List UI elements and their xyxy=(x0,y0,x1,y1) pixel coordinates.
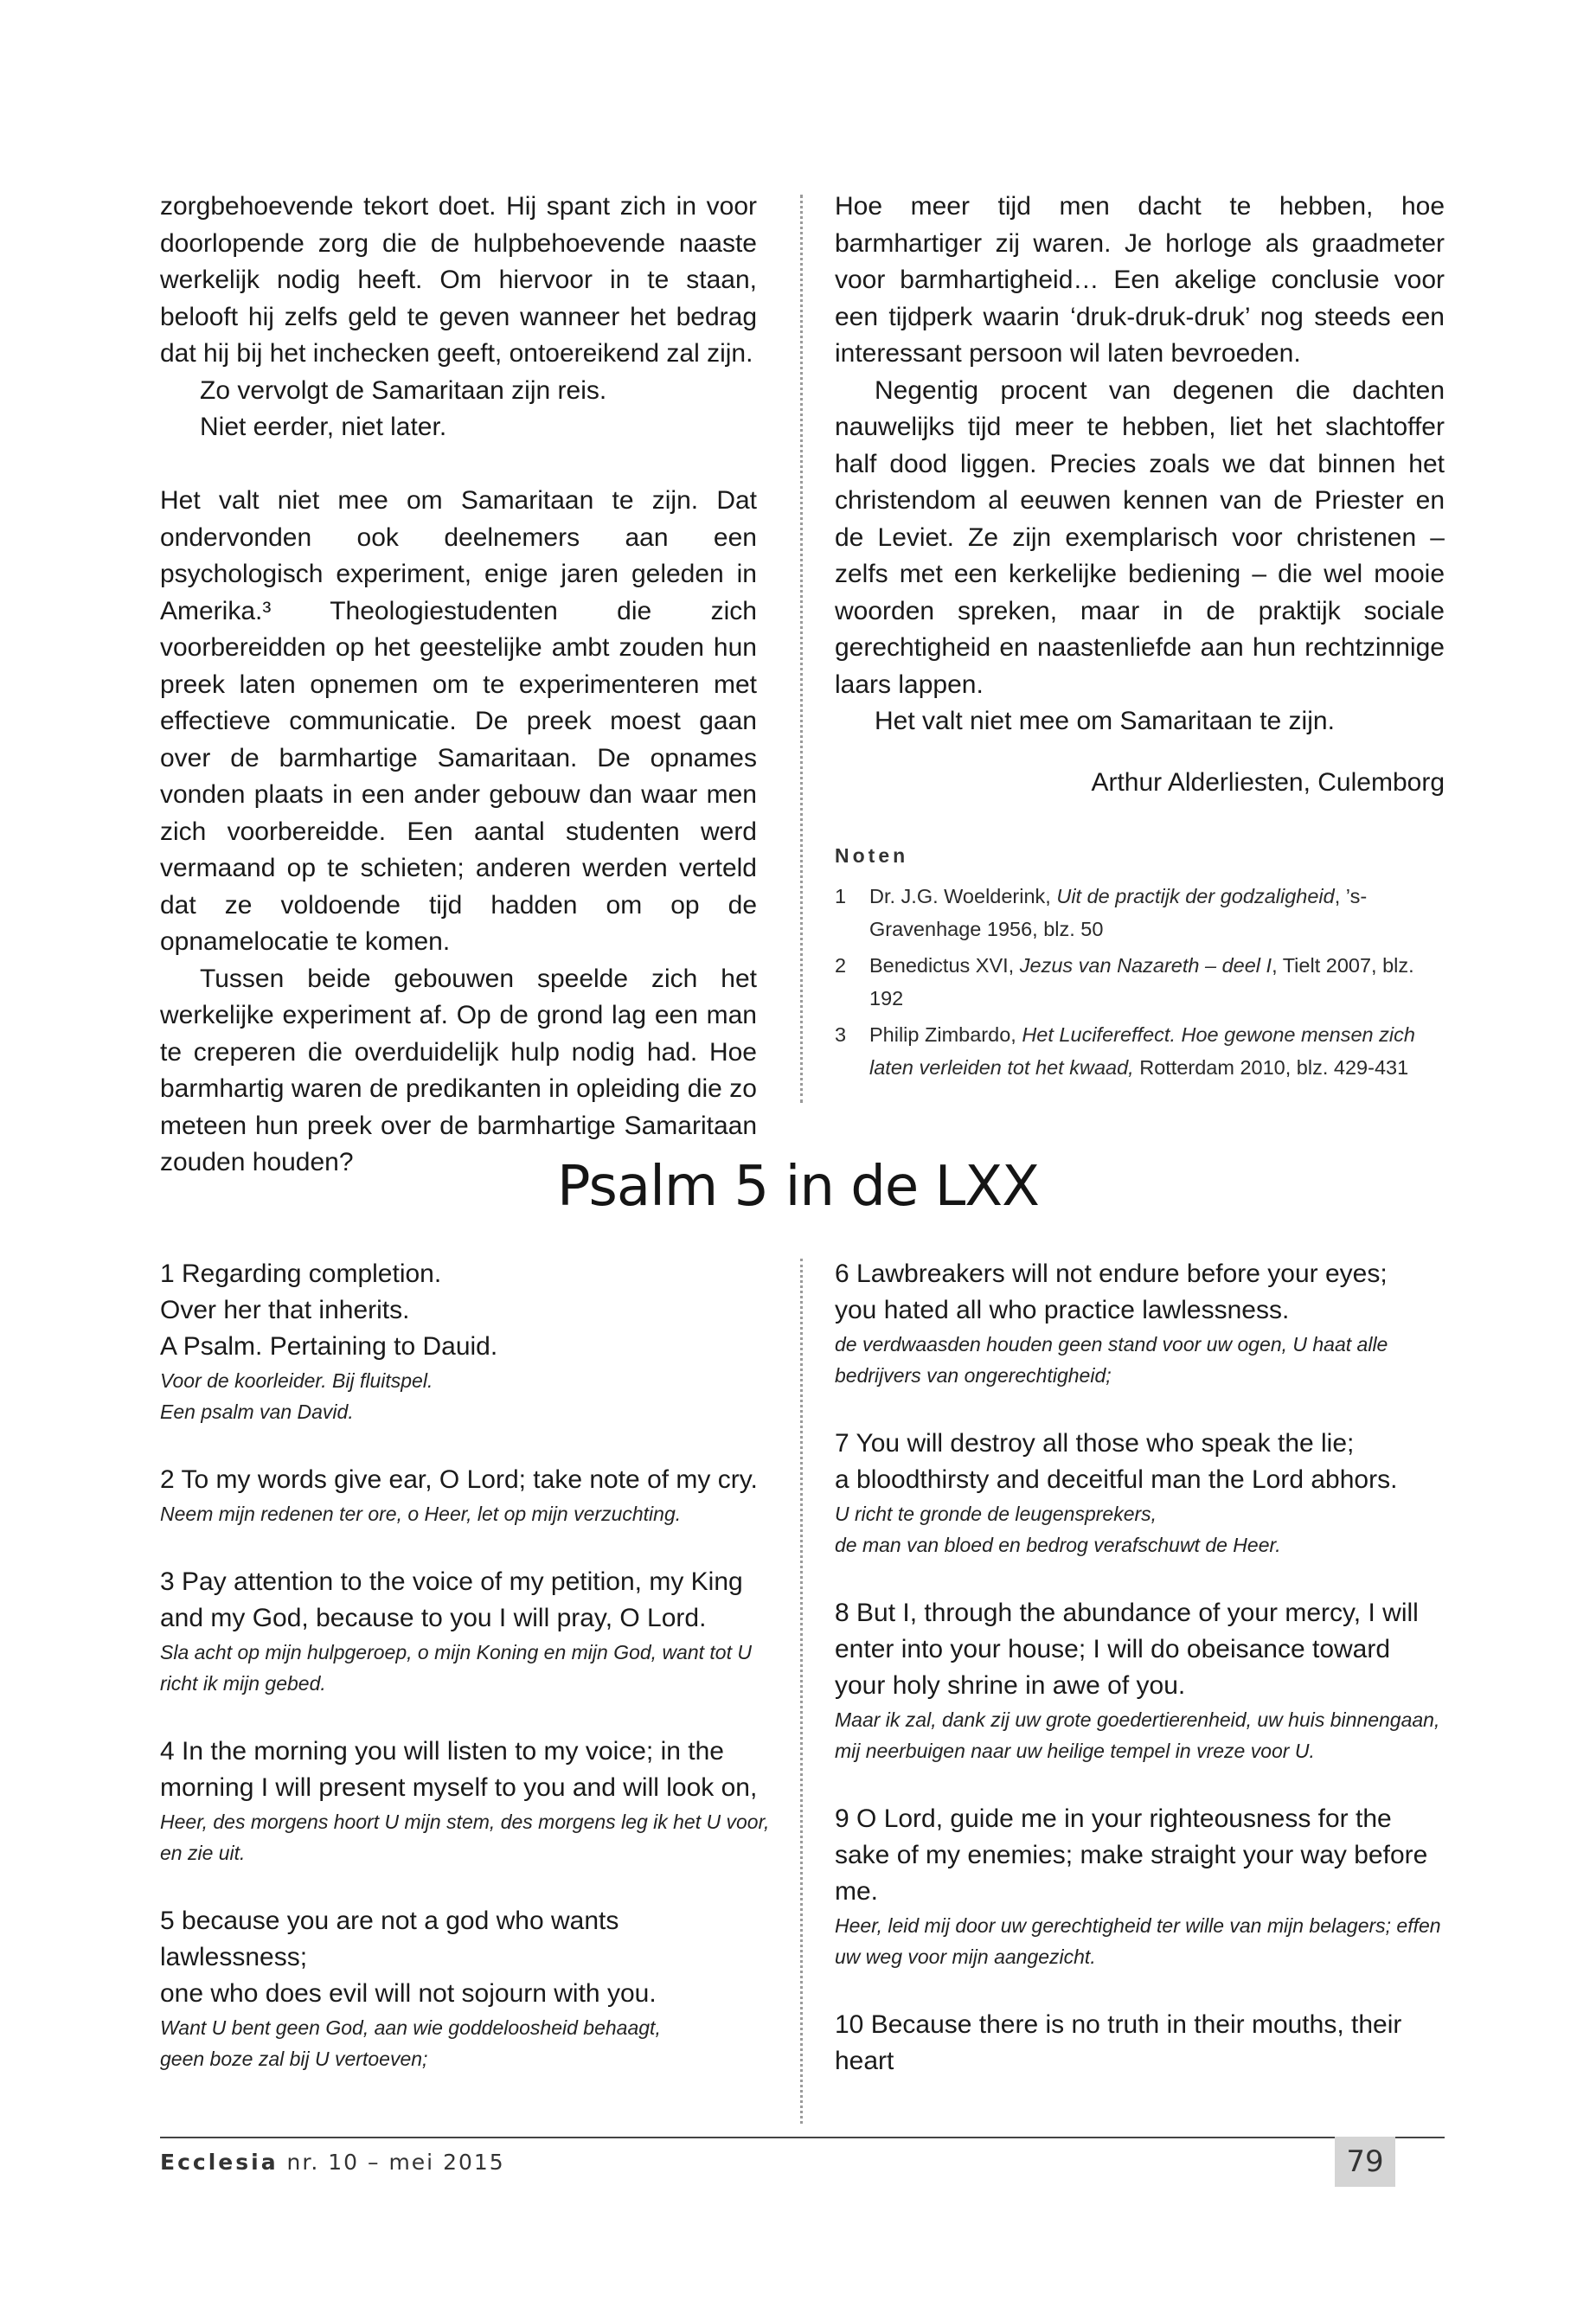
psalm-verse xyxy=(835,1426,1445,1561)
note-number: 2 xyxy=(835,954,847,977)
verse-english-line: a bloodthirsty and deceitful man the Lord abhors. xyxy=(835,1465,1398,1494)
verse-dutch-line: Een psalm van David. xyxy=(160,1400,354,1423)
column-divider-bottom xyxy=(800,1259,803,2124)
verse-english-line: 6 Lawbreakers will not endure before your eyes; xyxy=(835,1259,1388,1288)
verse-dutch-line: Maar ik zal, dank zij uw grote goedertierenheid, uw huis binnengaan, mij neerbuigen naar uw heilige tempel in vreze voor U. xyxy=(835,1708,1440,1762)
note-number: 1 xyxy=(835,885,847,907)
note-author: Dr. J.G. Woelderink, xyxy=(869,885,1057,907)
footer-magazine xyxy=(160,2150,505,2175)
article-paragraph: Negentig procent van degenen die dachten nauwelijks tijd meer te hebben, liet het slachtoffer half dood liggen. Precies zoals we dat binnen het christendom al eeuwen kennen van de Priester en de Leviet. Ze zijn exemplarisch voor christenen – zelfs met een kerkelijke bediening – die wel mooie woorden spreken, maar in de praktijk sociale gerechtigheid en naastenliefde aan hun rechtzinnige laars lappen. xyxy=(835,375,1445,699)
psalm-verse xyxy=(835,1595,1445,1766)
verse-dutch-line: Want U bent geen God, aan wie goddeloosheid behaagt, xyxy=(160,2016,661,2039)
psalm-verse xyxy=(160,1462,770,1529)
article-signature: Arthur Alderliesten, Culemborg xyxy=(1091,767,1445,797)
verse-english-line: 8 But I, through the abundance of your mercy, I will enter into your house; I will do obeisance toward your holy shrine in awe of you. xyxy=(835,1599,1419,1700)
article-paragraph: Hoe meer tijd men dacht te hebben, hoe barmhartiger zij waren. Je horloge als graadmeter voor barmhartigheid… Een akelige conclusie voor een tijdperk waarin ‘druk-druk-druk’ nog steeds een interessant persoon wil laten bevroeden. xyxy=(835,192,1445,368)
verse-english-line: 4 In the morning you will listen to my voice; in the morning I will present myself to you and will look on, xyxy=(160,1737,758,1802)
notes-title: Noten xyxy=(835,844,909,867)
psalm-left-column xyxy=(160,1256,770,2109)
note-number: 3 xyxy=(835,1023,847,1046)
magazine-name: Ecclesia xyxy=(160,2150,279,2175)
verse-english-line: A Psalm. Pertaining to Dauid. xyxy=(160,1332,498,1361)
note-text xyxy=(869,880,1445,945)
note-title: Het Lucifereffect. Hoe gewone mensen zich laten verleiden tot het kwaad, xyxy=(869,1023,1415,1079)
psalm-verse xyxy=(160,1734,770,1868)
psalm-verse xyxy=(160,1903,770,2074)
psalm-title: Psalm 5 in de LXX xyxy=(557,1155,1039,1219)
article-paragraph: Het valt niet mee om Samaritaan te zijn. xyxy=(875,707,1335,735)
column-divider-top xyxy=(800,195,803,1103)
article-paragraph: Zo vervolgt de Samaritaan zijn reis. xyxy=(200,375,607,405)
verse-dutch-line: de verdwaasden houden geen stand voor uw ogen, U haat alle bedrijvers van ongerechtigheid; xyxy=(835,1333,1388,1387)
note-text xyxy=(869,949,1445,1015)
note-text xyxy=(869,1018,1445,1084)
psalm-verse xyxy=(835,1801,1445,1972)
notes-list xyxy=(835,880,1445,1084)
article-left-column xyxy=(160,189,757,1182)
psalm-verse xyxy=(160,1256,770,1427)
article-paragraph: Tussen beide gebouwen speelde zich het werkelijke experiment af. Op de grond lag een man te creperen die overduidelijk hulp nodig had. Hoe barmhartig waren de predikanten in opleiding die zo meteen hun preek over de barmhartige Samaritaan zouden houden? xyxy=(160,964,757,1176)
note-item xyxy=(835,880,1445,945)
verse-english-line: 10 Because there is no truth in their mouths, their heart xyxy=(835,2010,1402,2075)
verse-dutch-line: Neem mijn redenen ter ore, o Heer, let op mijn verzuchting. xyxy=(160,1503,682,1525)
note-item xyxy=(835,1018,1445,1084)
note-author: Benedictus XVI, xyxy=(869,954,1020,977)
psalm-verse xyxy=(160,1564,770,1699)
psalm-verse xyxy=(835,1256,1445,1391)
note-author: Philip Zimbardo, xyxy=(869,1023,1022,1046)
note-title: Jezus van Nazareth – deel I xyxy=(1019,954,1272,977)
page-number: 79 xyxy=(1335,2137,1395,2187)
verse-dutch-line: geen boze zal bij U vertoeven; xyxy=(160,2048,428,2070)
article-right-column xyxy=(835,189,1445,1087)
article-paragraph: zorgbehoevende tekort doet. Hij spant zich in voor doorlopende zorg die de hulpbehoevende naaste werkelijk nodig heeft. Om hiervoor in te staan, belooft hij zelfs geld te geven wanneer het bedrag dat hij bij het inchecken geeft, ontoereikend zal zijn. xyxy=(160,192,757,368)
verse-english-line: 3 Pay attention to the voice of my petition, my King and my God, because to you I will pray, O Lord. xyxy=(160,1567,743,1632)
verse-dutch-line: Heer, leid mij door uw gerechtigheid ter wille van mijn belagers; effen uw weg voor mijn aangezicht. xyxy=(835,1914,1441,1968)
verse-english-line: Over her that inherits. xyxy=(160,1296,410,1324)
verse-dutch-line: de man van bloed en bedrog verafschuwt de Heer. xyxy=(835,1534,1281,1556)
verse-dutch-line: Voor de koorleider. Bij fluitspel. xyxy=(160,1369,433,1392)
footer-rule xyxy=(160,2137,1445,2138)
verse-english-line: 9 O Lord, guide me in your righteousness for the sake of my enemies; make straight your way before me. xyxy=(835,1804,1428,1906)
note-source: , ’s-Gravenhage 1956, blz. 50 xyxy=(869,885,1368,940)
psalm-right-column xyxy=(835,1256,1445,2114)
note-title: Uit de practijk der godzaligheid xyxy=(1056,885,1335,907)
note-source: , Tielt 2007, blz. 192 xyxy=(869,954,1414,1009)
verse-english-line: one who does evil will not sojourn with you. xyxy=(160,1979,657,2008)
verse-english-line: you hated all who practice lawlessness. xyxy=(835,1296,1290,1324)
verse-dutch-line: Sla acht op mijn hulpgeroep, o mijn Koning en mijn God, want tot U richt ik mijn gebed. xyxy=(160,1641,752,1695)
psalm-verse xyxy=(835,2007,1445,2080)
note-source: Rotterdam 2010, blz. 429-431 xyxy=(1133,1056,1409,1079)
verse-english-line: 2 To my words give ear, O Lord; take note of my cry. xyxy=(160,1465,758,1494)
verse-english-line: 5 because you are not a god who wants lawlessness; xyxy=(160,1907,619,1971)
note-item xyxy=(835,949,1445,1015)
verse-english-line: 7 You will destroy all those who speak the lie; xyxy=(835,1429,1355,1458)
article-paragraph: Niet eerder, niet later. xyxy=(200,413,447,441)
article-paragraph xyxy=(160,446,757,484)
magazine-issue: nr. 10 – mei 2015 xyxy=(286,2150,505,2175)
verse-dutch-line: U richt te gronde de leugensprekers, xyxy=(835,1503,1157,1525)
verse-dutch-line: Heer, des morgens hoort U mijn stem, des morgens leg ik het U voor, en zie uit. xyxy=(160,1811,770,1864)
verse-english-line: 1 Regarding completion. xyxy=(160,1259,442,1288)
article-paragraph: Het valt niet mee om Samaritaan te zijn. Dat ondervonden ook deelnemers aan een psychologisch experiment, enige jaren geleden in Amerika.³ Theologiestudenten die zich voorbereidden op het geestelijke ambt zouden hun preek laten opnemen om te experimenteren met effectieve communicatie. De preek moest gaan over de barmhartige Samaritaan. De opnames vonden plaats in een ander gebouw dan waar men zich voorbereidde. Een aantal studenten werd vermaand op te schieten; anderen werden verteld dat ze voldoende tijd hadden om op de opnamelocatie te komen. xyxy=(160,486,757,956)
